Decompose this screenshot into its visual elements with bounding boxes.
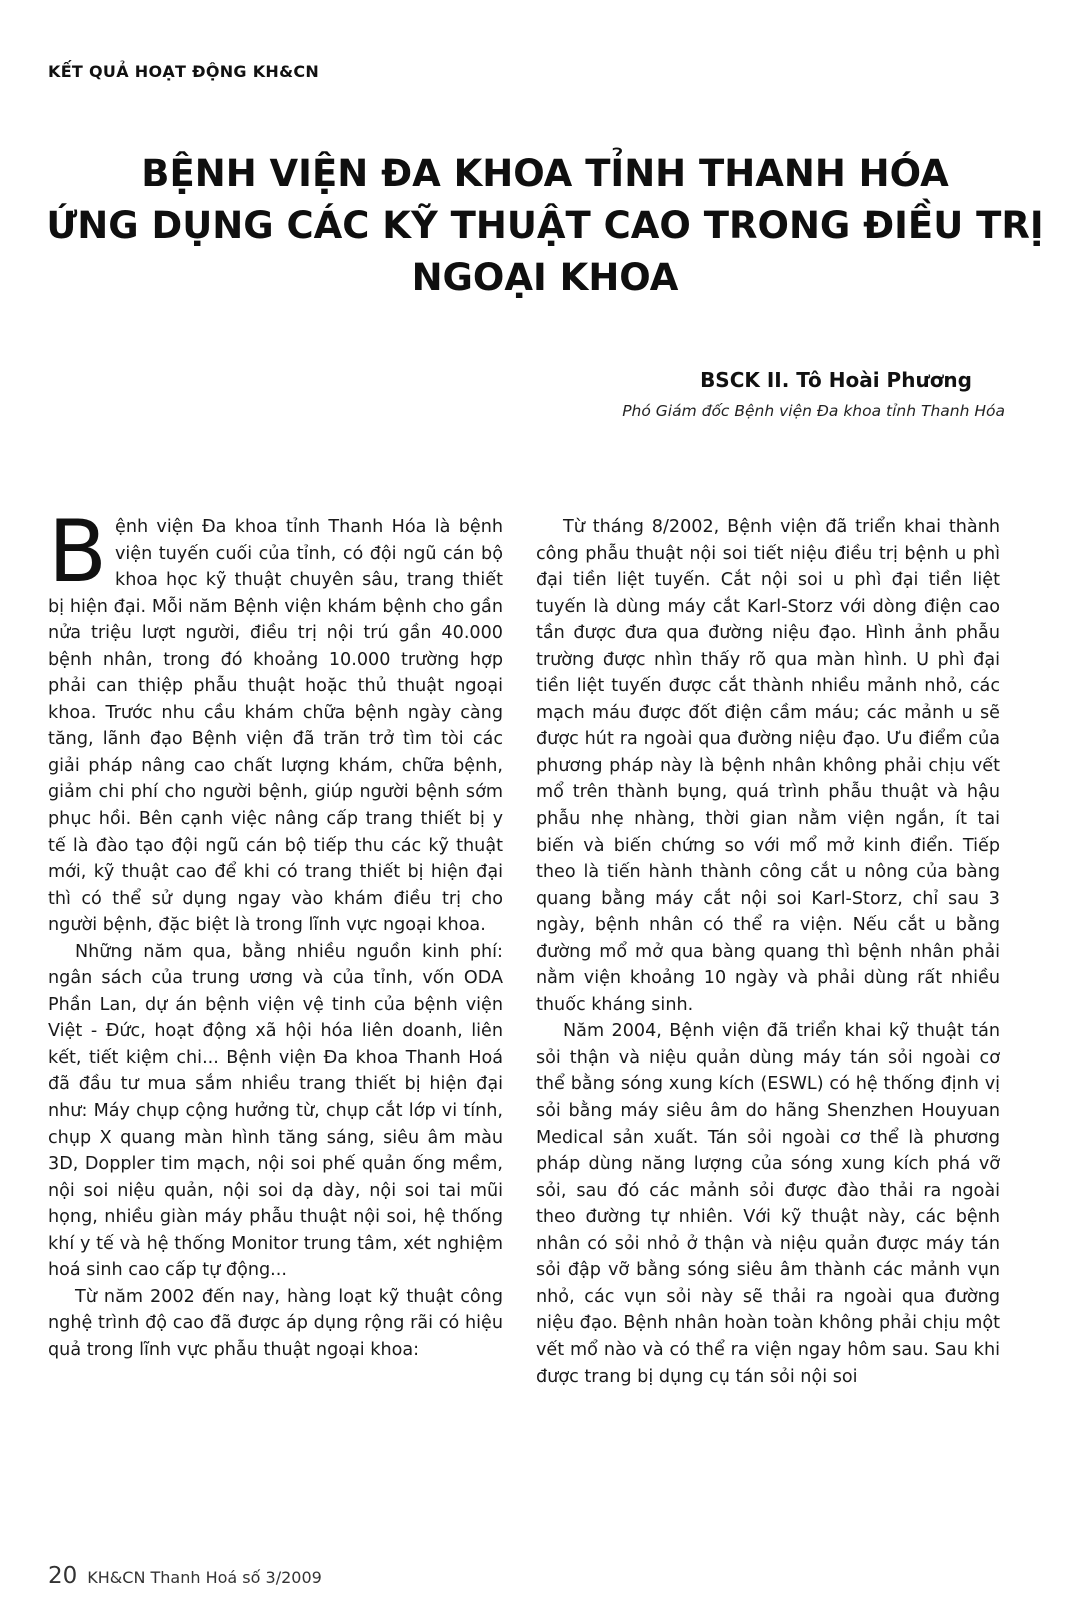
- paragraph-since-2002: Từ năm 2002 đến nay, hàng loạt kỹ thuật công nghệ trình độ cao đã được áp dụng rộng rãi có hiệu quả trong lĩnh vực phẫu thuật ngoại khoa:: [48, 1286, 503, 1360]
- publication-info: KH&CN Thanh Hoá số 3/2009: [87, 1568, 322, 1587]
- drop-cap: B: [48, 502, 107, 602]
- article-title: [40, 148, 1050, 304]
- paragraph-intro-text: ệnh viện Đa khoa tỉnh Thanh Hóa là bệnh viện tuyến cuối của tỉnh, có đội ngũ cán bộ khoa học kỹ thuật chuyên sâu, trang thiết bị hiện đại. Mỗi năm Bệnh viện khám bệnh cho gần nửa triệu lượt người, điều trị nội trú gần 40.000 bệnh nhân, trong đó khoảng 10.000 trường hợp phải can thiệp phẫu thuật hoặc thủ thuật ngoại khoa. Trước nhu cầu khám chữa bệnh ngày càng tăng, lãnh đạo Bệnh viện đã trăn trở tìm tòi các giải pháp nâng cao chất lượng khám, chữa bệnh, giảm chi phí cho người bệnh, giúp người bệnh sớm phục hồi. Bên cạnh việc nâng cấp trang thiết bị y tế là đào tạo đội ngũ cán bộ tiếp thu các kỹ thuật mới, kỹ thuật cao để khi có trang thiết bị hiện đại thì có thể sử dụng ngay vào khám điều trị cho người bệnh, đặc biệt là trong lĩnh vực ngoại khoa.: [48, 517, 503, 936]
- left-column: [48, 502, 503, 1364]
- right-column: [536, 514, 1000, 1390]
- paragraph-intro: [48, 502, 503, 939]
- paragraph-eswl: Năm 2004, Bệnh viện đã triển khai kỹ thuật tán sỏi thận và niệu quản dùng máy tán sỏi ngoài cơ thể bằng sóng xung kích (ESWL) có hệ thống định vị sỏi bằng máy siêu âm do hãng Shenzhen Houyuan Medical sản xuất. Tán sỏi ngoài cơ thể là phương pháp dùng năng lượng của sóng xung kích phá vỡ sỏi, sau đó các mảnh sỏi được đào thải ra ngoài theo đường tự nhiên. Với kỹ thuật này, các bệnh nhân có sỏi nhỏ ở thận và niệu quản được máy tán sỏi đập vỡ bằng sóng siêu âm thành các mảnh vụn nhỏ, các vụn sỏi này sẽ thải ra ngoài qua đường niệu đạo. Bệnh nhân hoàn toàn không phải chịu một vết mổ nào và có thể ra viện ngay hôm sau. Sau khi được trang bị dụng cụ tán sỏi nội soi: [536, 1021, 1000, 1387]
- author-affiliation: Phó Giám đốc Bệnh viện Đa khoa tỉnh Thanh Hóa: [622, 402, 1005, 420]
- title-line-2: ỨNG DỤNG CÁC KỸ THUẬT CAO TRONG ĐIỀU TRỊ: [46, 204, 1044, 247]
- title-line-1: BỆNH VIỆN ĐA KHOA TỈNH THANH HÓA: [141, 152, 949, 195]
- page-number: 20: [48, 1563, 78, 1589]
- section-label: KẾT QUẢ HOẠT ĐỘNG KH&CN: [48, 62, 320, 81]
- paragraph-investment: Những năm qua, bằng nhiều nguồn kinh phí: ngân sách của trung ương và của tỉnh, vốn ODA Phần Lan, dự án bệnh viện vệ tinh của bệnh viện Việt - Đức, hoạt động xã hội hóa liên doanh, liên kết, tiết kiệm chi... Bệnh viện Đa khoa Thanh Hoá đã đầu tư mua sắm nhiều trang thiết bị hiện đại như: Máy chụp cộng hưởng từ, chụp cắt lớp vi tính, chụp X quang màn hình tăng sáng, siêu âm màu 3D, Doppler tim mạch, nội soi phế quản ống mềm, nội soi niệu quản, nội soi dạ dày, nội soi tai mũi họng, nhiều giàn máy phẫu thuật nội soi, hệ thống khí y tế và hệ thống Monitor trung tâm, xét nghiệm hoá sinh cao cấp tự động...: [48, 941, 503, 1281]
- page-footer: [48, 1563, 322, 1589]
- paragraph-endoscopic-urology: Từ tháng 8/2002, Bệnh viện đã triển khai thành công phẫu thuật nội soi tiết niệu điều trị bệnh u phì đại tiền liệt tuyến. Cắt nội soi u phì đại tiền liệt tuyến là dùng máy cắt Karl-Storz với dòng điện cao tần được đưa qua đường niệu đạo. Hình ảnh phẫu trường được nhìn thấy rõ qua màn hình. U phì đại tiền liệt tuyến được cắt thành nhiều mảnh nhỏ, các mạch máu được đốt điện cầm máu; các mảnh u sẽ được hút ra ngoài qua đường niệu đạo. Ưu điểm của phương pháp này là bệnh nhân không phải chịu vết mổ trên thành bụng, quá trình phẫu thuật và hậu phẫu nhẹ nhàng, thời gian nằm viện ngắn, ít tai biến và biến chứng so với mổ mở kinh điển. Tiếp theo là tiến hành thành công cắt u nông của bàng quang bằng máy cắt nội soi Karl-Storz, chỉ sau 3 ngày, bệnh nhân có thể ra viện. Nếu cắt u bằng đường mổ mở qua bàng quang thì bệnh nhân phải nằm viện khoảng 10 ngày và phải dùng rất nhiều thuốc kháng sinh.: [536, 517, 1000, 1015]
- title-line-3: NGOẠI KHOA: [411, 256, 679, 299]
- author-name: BSCK II. Tô Hoài Phương: [700, 368, 972, 392]
